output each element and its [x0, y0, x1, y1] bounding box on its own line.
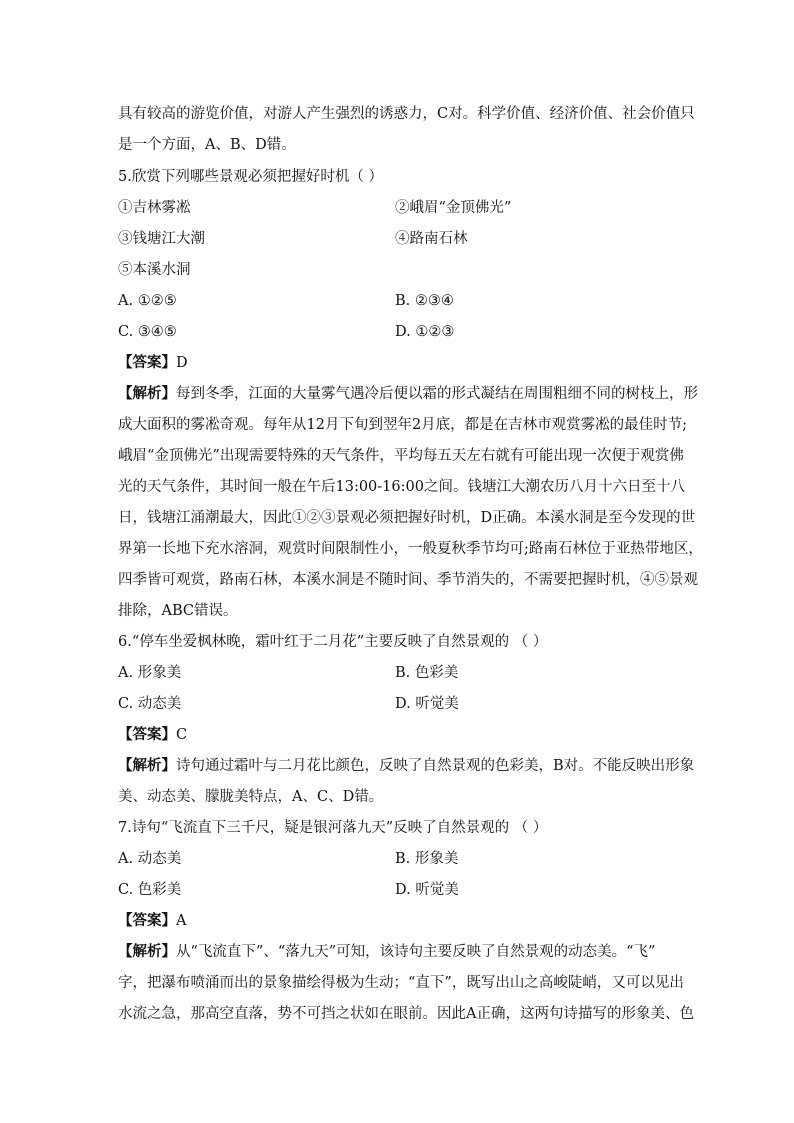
- analysis-text: 从“飞流直下”、“落九天”可知，该诗句主要反映了自然景观的动态美。“飞”: [176, 944, 656, 960]
- q7-option-c: C. 色彩美: [118, 882, 182, 898]
- q7-option-d: D. 听觉美: [395, 882, 459, 898]
- q6-analysis-line-2: 美、动态美、朦胧美特点，A、C、D错。: [118, 789, 384, 805]
- analysis-tag: 【解析】: [118, 943, 176, 960]
- q5-item-4: ④路南石林: [395, 231, 468, 247]
- q5-item-3: ③钱塘江大潮: [118, 231, 205, 247]
- q6-answer: [118, 725, 187, 745]
- q7-stem: 7.诗句“飞流直下三千尺，疑是银河落九天”反映了自然景观的 （ ）: [118, 820, 548, 836]
- analysis-tag: 【解析】: [118, 757, 176, 774]
- q6-option-a: A. 形象美: [118, 665, 182, 681]
- answer-tag: 【答案】: [118, 354, 176, 371]
- q5-analysis-line-7: 四季皆可观赏，路南石林，本溪水洞是不随时间、季节消失的，不需要把握时机，④⑤景观: [118, 572, 698, 588]
- q5-option-b: B. ②③④: [395, 293, 454, 309]
- q6-stem: 6.“停车坐爱枫林晚，霜叶红于二月花”主要反映了自然景观的 （ ）: [118, 634, 548, 650]
- q5-option-a: A. ①②⑤: [118, 293, 177, 309]
- q5-option-c: C. ③④⑤: [118, 324, 177, 340]
- analysis-text: 诗句通过霜叶与二月花比颜色，反映了自然景观的色彩美，B对。不能反映出形象: [176, 758, 695, 774]
- answer-tag: 【答案】: [118, 912, 176, 929]
- intro-line-1: 具有较高的游览价值，对游人产生强烈的诱惑力，C对。科学价值、经济价值、社会价值只: [118, 106, 695, 122]
- q5-analysis-line-4: 光的天气条件，其时间一般在午后13:00-16:00之间。钱塘江大潮农历八月十六日至十八: [118, 479, 685, 495]
- q5-analysis-line-5: 日，钱塘江涌潮最大，因此①②③景观必须把握好时机，D正确。本溪水洞是至今发现的世: [118, 510, 696, 526]
- answer-value: C: [176, 727, 188, 743]
- q7-option-a: A. 动态美: [118, 851, 182, 867]
- answer-tag: 【答案】: [118, 726, 176, 743]
- answer-value: A: [176, 913, 187, 929]
- q5-item-1: ①吉林雾凇: [118, 200, 191, 216]
- answer-value: D: [176, 355, 188, 371]
- q6-option-b: B. 色彩美: [395, 665, 459, 681]
- analysis-tag: 【解析】: [118, 385, 176, 402]
- q6-option-c: C. 动态美: [118, 696, 182, 712]
- q7-option-b: B. 形象美: [395, 851, 459, 867]
- q5-stem: 5.欣赏下列哪些景观必须把握好时机（ ）: [118, 169, 383, 185]
- q7-analysis-line-3: 水流之急，那高空直落，势不可挡之状如在眼前。因此A正确，这两句诗描写的形象美、色: [118, 1006, 694, 1022]
- q7-analysis-line-1: [118, 942, 655, 962]
- q6-option-d: D. 听觉美: [395, 696, 459, 712]
- q5-item-2: ②峨眉“金顶佛光”: [395, 200, 512, 216]
- analysis-text: 每到冬季，江面的大量雾气遇冷后便以霜的形式凝结在周围粗细不同的树枝上，形: [176, 386, 698, 402]
- intro-line-2: 是一个方面，A、B、D错。: [118, 137, 296, 153]
- q5-analysis-line-8: 排除，ABC错误。: [118, 603, 238, 619]
- q5-analysis-line-6: 界第一长地下充水溶洞，观赏时间限制性小，一般夏秋季节均可;路南石林位于亚热带地区，: [118, 541, 703, 557]
- q5-analysis-line-2: 成大面积的雾凇奇观。每年从12月下旬到翌年2月底，都是在吉林市观赏雾凇的最佳时节;: [118, 417, 688, 433]
- q6-analysis-line-1: [118, 756, 694, 776]
- q5-analysis-line-3: 峨眉“金顶佛光”出现需要特殊的天气条件，平均每五天左右就有可能出现一次便于观赏佛: [118, 448, 684, 464]
- q5-item-5: ⑤本溪水洞: [118, 262, 191, 278]
- q5-option-d: D. ①②③: [395, 324, 455, 340]
- q5-analysis-line-1: [118, 384, 698, 404]
- q5-answer: [118, 353, 188, 373]
- q7-answer: [118, 911, 186, 931]
- q7-analysis-line-2: 字，把瀑布喷涌而出的景象描绘得极为生动；“直下”，既写出山之高峻陡峭，又可以见出: [118, 975, 684, 991]
